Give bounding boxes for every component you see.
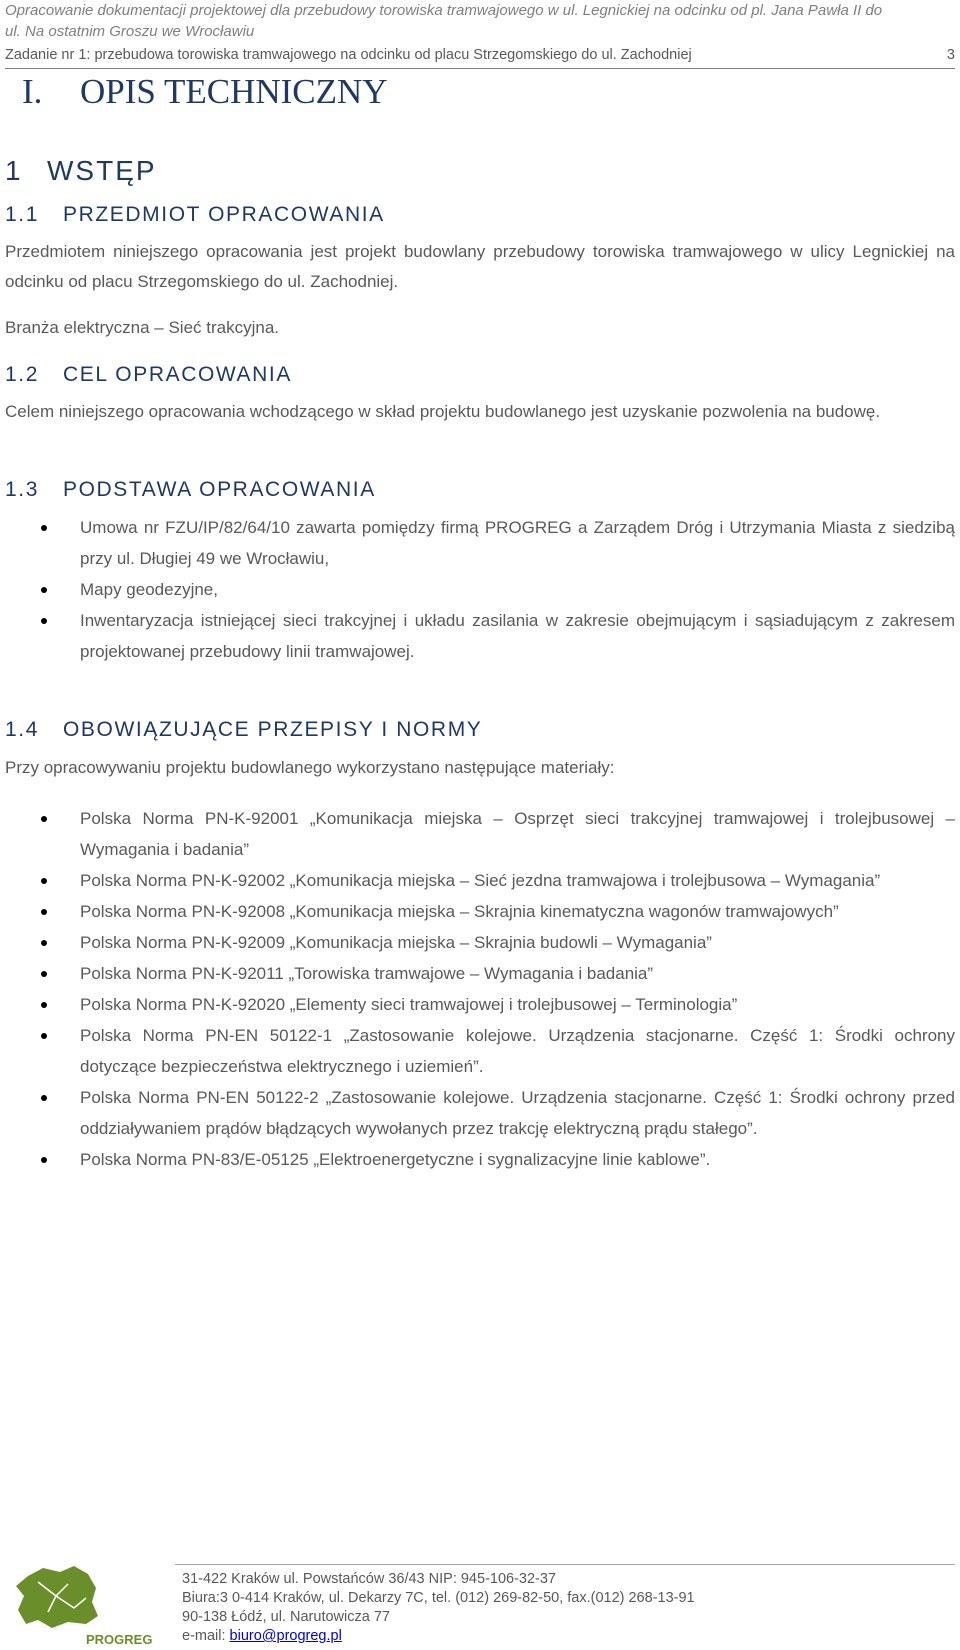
list-item: Polska Norma PN-K-92011 „Torowiska tramwajowe – Wymagania i badania” <box>5 958 955 989</box>
list-item: Polska Norma PN-K-92002 „Komunikacja miejska – Sieć jezdna tramwajowa i trolejbusowa – Wymagania” <box>5 865 955 896</box>
list-item: Inwentaryzacja istniejącej sieci trakcyjnej i układu zasilania w zakresie obejmującym i sąsiadującym z zakresem projektowanej przebudowy linii tramwajowej. <box>5 605 955 667</box>
email-label: e-mail: <box>182 1628 230 1644</box>
list-item: Umowa nr FZU/IP/82/64/10 zawarta pomiędzy firmą PROGREG a Zarządem Dróg i Utrzymania Miasta z siedzibą przy ul. Długiej 49 we Wrocławiu, <box>5 512 955 574</box>
footer-line-2: Biura:3 0-414 Kraków, ul. Dekarzy 7C, tel. (012) 269-82-50, fax.(012) 268-13-91 <box>182 1590 695 1606</box>
section-1-heading <box>5 155 157 187</box>
list-item: Polska Norma PN-EN 50122-2 „Zastosowanie kolejowe. Urządzenia stacjonarne. Część 1: Środki ochrony przed oddziaływaniem prądów błądzących wywołanych przez trakcję elektryczną prądu stałego”. <box>5 1082 955 1144</box>
section-1-number: 1 <box>5 155 23 186</box>
section-1-2-heading <box>5 363 292 387</box>
footer-line-1: 31-422 Kraków ul. Powstańców 36/43 NIP: 945-106-32-37 <box>182 1571 556 1587</box>
list-item: Polska Norma PN-EN 50122-1 „Zastosowanie kolejowe. Urządzenia stacjonarne. Część 1: Środki ochrony dotyczące bezpieczeństwa elektrycznego i uziemień”. <box>5 1020 955 1082</box>
bullet-icon <box>41 878 47 884</box>
section-1-3-title: PODSTAWA OPRACOWANIA <box>63 478 376 501</box>
footer-line-3: 90-138 Łódź, ul. Narutowicza 77 <box>182 1609 390 1625</box>
logo-text: PROGREG <box>86 1632 153 1647</box>
list-item: Polska Norma PN-83/E-05125 „Elektroenergetyczne i sygnalizacyjne linie kablowe”. <box>5 1144 955 1175</box>
bullet-icon <box>41 1157 47 1163</box>
list-item: Polska Norma PN-K-92008 „Komunikacja miejska – Skrajnia kinematyczna wagonów tramwajowych” <box>5 896 955 927</box>
header-line-1: Opracowanie dokumentacji projektowej dla przebudowy torowiska tramwajowego w ul. Legnickiej na odcinku od pl. Jana Pawła II do <box>5 2 883 19</box>
main-title <box>22 72 388 112</box>
bullet-icon <box>41 816 47 822</box>
list-item: Mapy geodezyjne, <box>5 574 955 605</box>
bullet-icon <box>41 1095 47 1101</box>
bullet-icon <box>41 587 47 593</box>
section-1-3-heading <box>5 478 376 502</box>
section-1-1-branch: Branża elektryczna – Sieć trakcyjna. <box>5 318 280 337</box>
main-title-number: I. <box>22 72 43 111</box>
header-task: Zadanie nr 1: przebudowa torowiska tramwajowego na odcinku od placu Strzegomskiego do ul. Zachodniej <box>5 47 692 63</box>
basis-list <box>5 512 955 667</box>
section-1-4-heading <box>5 718 482 742</box>
progreg-logo <box>8 1562 163 1647</box>
section-1-2-number: 1.2 <box>5 363 39 386</box>
footer-line-4 <box>182 1627 695 1646</box>
bullet-icon <box>41 618 47 624</box>
section-1-4-intro: Przy opracowywaniu projektu budowlanego wykorzystano następujące materiały: <box>5 758 615 777</box>
bullet-icon <box>41 1002 47 1008</box>
main-title-text: OPIS TECHNICZNY <box>80 72 388 111</box>
bullet-icon <box>41 525 47 531</box>
list-item: Polska Norma PN-K-92009 „Komunikacja miejska – Skrajnia budowli – Wymagania” <box>5 927 955 958</box>
section-1-1-paragraph: Przedmiotem niniejszego opracowania jest projekt budowlany przebudowy torowiska tramwajowego w ulicy Legnickiej na odcinku od placu Strzegomskiego do ul. Zachodniej. <box>5 242 955 291</box>
section-1-4-number: 1.4 <box>5 718 39 741</box>
page-number: 3 <box>946 47 955 63</box>
section-1-3-number: 1.3 <box>5 478 39 501</box>
section-1-title: WSTĘP <box>47 155 157 186</box>
list-item: Polska Norma PN-K-92020 „Elementy sieci tramwajowej i trolejbusowej – Terminologia” <box>5 989 955 1020</box>
section-1-2-paragraph: Celem niniejszego opracowania wchodzącego w skład projektu budowlanego jest uzyskanie pozwolenia na budowę. <box>5 402 881 421</box>
section-1-2-title: CEL OPRACOWANIA <box>63 363 292 386</box>
section-1-1-heading <box>5 203 385 227</box>
section-1-1-number: 1.1 <box>5 203 39 226</box>
footer-address <box>182 1570 695 1646</box>
bullet-icon <box>41 1033 47 1039</box>
list-item: Polska Norma PN-K-92001 „Komunikacja miejska – Osprzęt sieci trakcyjnej tramwajowej i trolejbusowej – Wymagania i badania” <box>5 803 955 865</box>
header-line-2: ul. Na ostatnim Groszu we Wrocławiu <box>5 23 255 40</box>
bullet-icon <box>41 971 47 977</box>
bullet-icon <box>41 940 47 946</box>
email-link[interactable]: biuro@progreg.pl <box>229 1628 342 1644</box>
bullet-icon <box>41 909 47 915</box>
norms-list <box>5 803 955 1175</box>
section-1-1-title: PRZEDMIOT OPRACOWANIA <box>63 203 385 226</box>
header-line-3 <box>5 47 955 69</box>
section-1-4-title: OBOWIĄZUJĄCE PRZEPISY I NORMY <box>63 718 483 741</box>
footer-divider <box>175 1564 955 1565</box>
